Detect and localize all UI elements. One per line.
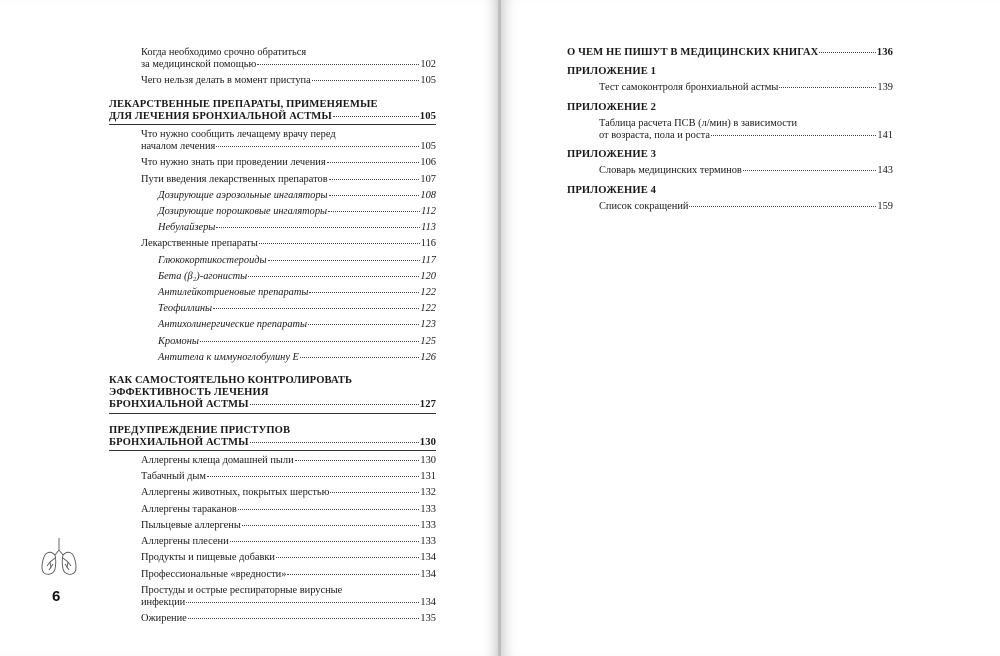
toc-entry[interactable] (109, 222, 436, 234)
toc-entry[interactable] (109, 206, 436, 218)
toc-entry-title: Табачный дым (141, 471, 206, 483)
toc-entry-title: Продукты и пищевые добавки (141, 552, 275, 564)
toc-entry-title: Тест самоконтроля бронхиальной астмы (599, 82, 779, 94)
dot-leader (250, 404, 419, 405)
toc-page-number: 134 (420, 552, 436, 564)
toc-entry-row (141, 238, 436, 250)
toc-entry[interactable] (109, 255, 436, 267)
dot-leader (238, 509, 420, 510)
toc-page-number: 131 (420, 471, 436, 483)
toc-entry-title: Лекарственные препараты (141, 238, 258, 250)
toc-entry-title: ПРИЛОЖЕНИЕ 2 (567, 101, 657, 113)
toc-entry[interactable] (109, 336, 436, 348)
toc-entry-title: Пыльцевые аллергены (141, 519, 241, 531)
toc-page-number: 130 (419, 436, 436, 448)
toc-right (567, 47, 893, 213)
toc-entry-line: ЛЕКАРСТВЕННЫЕ ПРЕПАРАТЫ, ПРИМЕНЯЕМЫЕ (109, 98, 378, 110)
toc-entry-row (567, 102, 893, 114)
dot-leader (213, 308, 419, 309)
dot-leader (329, 195, 420, 196)
toc-entry-line: ЭФФЕКТИВНОСТЬ ЛЕЧЕНИЯ (109, 387, 269, 399)
toc-page-number: 134 (420, 568, 436, 580)
dot-leader (216, 227, 420, 228)
dot-leader (333, 116, 419, 117)
toc-page-number: 107 (420, 173, 436, 185)
dot-leader (330, 492, 419, 493)
toc-entry-row (141, 174, 436, 186)
toc-entry-line: Таблица расчета ПСВ (л/мин) в зависимости (599, 117, 798, 129)
dot-leader (295, 460, 420, 461)
toc-entry[interactable] (109, 487, 436, 499)
dot-leader (248, 276, 419, 277)
toc-entry-title: Антилейкотриеновые препараты (158, 287, 309, 299)
toc-entry[interactable] (109, 585, 436, 609)
toc-entry-row (141, 157, 436, 169)
toc-entry-row (141, 75, 436, 87)
toc-page-number: 139 (877, 82, 893, 94)
toc-entry[interactable] (109, 455, 436, 467)
dot-leader (779, 87, 876, 88)
toc-entry[interactable] (109, 352, 436, 364)
toc-entry-title: Аллергены животных, покрытых шерстью (141, 487, 330, 499)
toc-entry[interactable] (109, 238, 436, 250)
toc-entry-row (141, 471, 436, 483)
toc-entry[interactable] (567, 118, 893, 142)
toc-entry-row (567, 66, 893, 78)
toc-entry-row (141, 455, 436, 467)
toc-entry[interactable] (109, 425, 436, 451)
toc-page-number: 105 (420, 141, 436, 153)
toc-entry-title: Профессиональные «вредности» (141, 568, 287, 580)
dot-leader (230, 541, 420, 542)
toc-entry[interactable] (109, 504, 436, 516)
toc-page-number: 117 (421, 254, 436, 266)
toc-page-number: 159 (877, 200, 893, 212)
toc-page-number: 141 (877, 130, 893, 142)
toc-page-number: 122 (420, 303, 436, 315)
toc-entry[interactable] (109, 536, 436, 548)
toc-page-number: 136 (876, 47, 893, 58)
toc-entry-row (141, 141, 436, 153)
toc-entry-line: Простуды и острые респираторные вирусные (141, 584, 343, 596)
toc-page-number: 127 (419, 399, 436, 411)
toc-entry[interactable] (109, 287, 436, 299)
toc-entry-title: Бета (β₂)-агонисты (158, 270, 248, 282)
toc-entry-title: Дозирующие аэрозольные ингаляторы (158, 189, 328, 201)
toc-entry[interactable] (109, 613, 436, 625)
toc-entry-row (158, 271, 436, 283)
toc-page-number: 143 (877, 165, 893, 177)
toc-entry-title: Ожирение (141, 613, 187, 625)
toc-entry[interactable] (109, 520, 436, 532)
toc-entry-row (599, 82, 893, 94)
toc-page-number: 135 (420, 613, 436, 625)
toc-entry[interactable] (567, 149, 893, 161)
toc-entry-title: Словарь медицинских терминов (599, 165, 742, 177)
toc-entry-row (141, 552, 436, 564)
lungs-icon (40, 536, 78, 576)
toc-entry-row (141, 597, 436, 609)
toc-page-number: 108 (420, 189, 436, 201)
toc-entry[interactable] (109, 471, 436, 483)
toc-entry[interactable] (109, 174, 436, 186)
toc-entry[interactable] (567, 102, 893, 114)
toc-entry-title: ПРИЛОЖЕНИЕ 3 (567, 149, 657, 161)
page-number: 6 (52, 588, 61, 605)
dot-leader (819, 52, 875, 53)
toc-page-number: 105 (419, 110, 436, 122)
dot-leader (216, 146, 419, 147)
toc-entry-row (158, 190, 436, 202)
toc-page-number: 134 (420, 596, 436, 608)
toc-entry-row (567, 149, 893, 161)
dot-leader (276, 557, 419, 558)
toc-entry-row (158, 222, 436, 234)
toc-entry[interactable] (567, 185, 893, 197)
toc-entry-line: КАК САМОСТОЯТЕЛЬНО КОНТРОЛИРОВАТЬ (109, 375, 353, 387)
toc-entry[interactable] (109, 190, 436, 202)
toc-entry-row (141, 569, 436, 581)
toc-entry-title: ПРИЛОЖЕНИЕ 4 (567, 184, 657, 196)
toc-entry-title: Аллергены плесени (141, 536, 229, 548)
toc-entry-title: Аллергены клеща домашней пыли (141, 455, 294, 467)
toc-page-number: 132 (420, 487, 436, 499)
toc-page-number: 112 (421, 206, 436, 218)
toc-entry-title: от возраста, пола и роста (599, 130, 710, 142)
dot-leader (188, 618, 420, 619)
toc-entry-row (109, 111, 436, 125)
dot-leader (200, 341, 419, 342)
toc-entry-title: Что нужно знать при проведении лечения (141, 157, 326, 169)
toc-entry[interactable] (109, 99, 436, 125)
toc-entry-title: БРОНХИАЛЬНОЙ АСТМЫ (109, 399, 249, 411)
dot-leader (309, 292, 419, 293)
toc-entry[interactable] (109, 552, 436, 564)
dot-leader (300, 357, 420, 358)
dot-leader (287, 574, 419, 575)
toc-page-number: 123 (420, 319, 436, 331)
toc-entry-line: Когда необходимо срочно обратиться (141, 47, 307, 58)
toc-entry-title: за медицинской помощью (141, 59, 257, 71)
toc-entry[interactable] (109, 375, 436, 414)
toc-page-number: 125 (420, 335, 436, 347)
dot-leader (689, 206, 876, 207)
dot-leader (711, 135, 876, 136)
toc-page-number: 133 (420, 536, 436, 548)
toc-entry-row (158, 336, 436, 348)
toc-entry-row (141, 59, 436, 71)
toc-entry[interactable] (109, 47, 436, 71)
toc-page-number: 116 (420, 238, 436, 250)
toc-entry-row (141, 613, 436, 625)
toc-entry-title: ПРИЛОЖЕНИЕ 1 (567, 66, 657, 78)
toc-entry[interactable] (567, 201, 893, 213)
toc-entry-row (109, 399, 436, 413)
toc-entry-row (109, 437, 436, 451)
toc-entry-row (141, 487, 436, 499)
toc-entry-row (599, 201, 893, 213)
toc-entry-line: Что нужно сообщить лечащему врачу перед (141, 129, 336, 141)
toc-entry-title: началом лечения (141, 141, 216, 153)
toc-entry[interactable] (109, 303, 436, 315)
toc-entry-line: ПРЕДУПРЕЖДЕНИЕ ПРИСТУПОВ (109, 424, 291, 436)
toc-entry-title: Чего нельзя делать в момент приступа (141, 75, 311, 87)
toc-entry-row (158, 206, 436, 218)
toc-entry[interactable] (567, 66, 893, 78)
toc-entry-title: ДЛЯ ЛЕЧЕНИЯ БРОНХИАЛЬНОЙ АСТМЫ (109, 110, 332, 122)
toc-entry-title: Аллергены тараканов (141, 503, 237, 515)
dot-leader (268, 260, 421, 261)
toc-entry-row (141, 520, 436, 532)
left-page (0, 0, 499, 656)
toc-page-number: 102 (420, 59, 436, 71)
toc-entry-title: Антитела к иммуноглобулину Е (158, 351, 299, 363)
toc-entry-row (158, 352, 436, 364)
toc-entry-title: Теофиллины (158, 303, 213, 315)
toc-page-number: 106 (420, 157, 436, 169)
toc-page-number: 113 (421, 222, 436, 234)
toc-entry-row (158, 287, 436, 299)
toc-entry[interactable] (109, 569, 436, 581)
toc-entry-row (141, 536, 436, 548)
toc-page-number: 133 (420, 519, 436, 531)
toc-entry-row (567, 47, 893, 59)
dot-leader (312, 80, 420, 81)
toc-entry-row (599, 130, 893, 142)
toc-entry-title: БРОНХИАЛЬНОЙ АСТМЫ (109, 436, 249, 448)
toc-entry-title: Список сокращений (599, 200, 689, 212)
toc-left (109, 47, 436, 625)
dot-leader (186, 602, 419, 603)
toc-entry[interactable] (567, 165, 893, 177)
dot-leader (327, 162, 420, 163)
dot-leader (242, 525, 420, 526)
toc-entry-title: О ЧЕМ НЕ ПИШУТ В МЕДИЦИНСКИХ КНИГАХ (567, 47, 819, 58)
toc-entry-title: Глюкокортикостероиды (158, 254, 267, 266)
toc-page-number: 120 (420, 270, 436, 282)
toc-entry[interactable] (567, 82, 893, 94)
dot-leader (743, 170, 877, 171)
toc-entry-title: Кромоны (158, 335, 199, 347)
toc-entry-row (599, 165, 893, 177)
toc-entry-title: Антихолинергические препараты (158, 319, 308, 331)
toc-entry-row (158, 319, 436, 331)
toc-entry-row (158, 255, 436, 267)
toc-page-number: 126 (420, 351, 436, 363)
dot-leader (329, 179, 420, 180)
toc-entry[interactable] (109, 157, 436, 169)
toc-entry[interactable] (109, 319, 436, 331)
toc-entry-row (141, 504, 436, 516)
toc-entry-row (158, 303, 436, 315)
dot-leader (207, 476, 419, 477)
dot-leader (328, 211, 420, 212)
dot-leader (250, 442, 419, 443)
toc-entry[interactable] (109, 129, 436, 153)
toc-entry-title: Пути введения лекарственных препаратов (141, 173, 328, 185)
toc-page-number: 105 (420, 75, 436, 87)
dot-leader (259, 243, 420, 244)
toc-entry[interactable] (567, 47, 893, 59)
toc-page-number: 133 (420, 503, 436, 515)
right-page (501, 0, 1000, 656)
toc-entry[interactable] (109, 271, 436, 283)
dot-leader (308, 324, 419, 325)
toc-page-number: 130 (420, 455, 436, 467)
toc-entry-row (567, 185, 893, 197)
dot-leader (257, 64, 419, 65)
toc-entry-title: Небулайзеры (158, 222, 216, 234)
toc-entry-title: инфекции (141, 596, 186, 608)
toc-entry[interactable] (109, 75, 436, 87)
toc-entry-title: Дозирующие порошковые ингаляторы (158, 206, 328, 218)
toc-page-number: 122 (420, 287, 436, 299)
